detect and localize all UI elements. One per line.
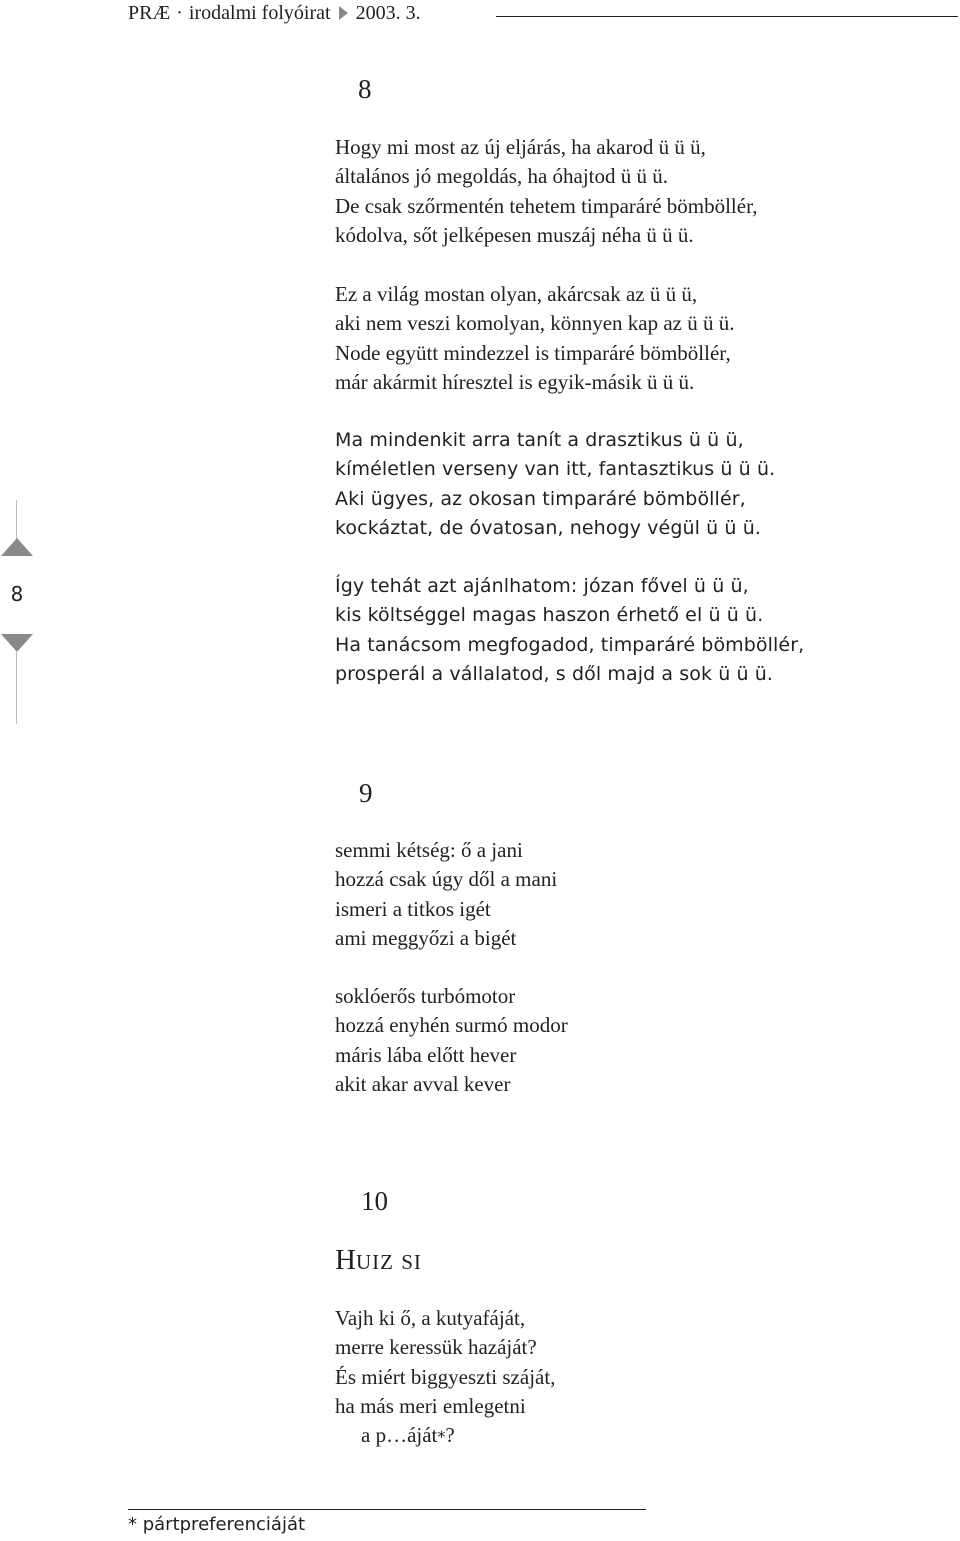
footnote: * pártpreferenciáját <box>128 1514 306 1535</box>
header-rule <box>496 16 958 17</box>
verse-line: már akármit híresztel is egyik-másik ü ü ü. <box>335 369 695 394</box>
header-separator-dot: · <box>176 1 183 24</box>
poem-title <box>335 1244 422 1277</box>
verse-line: Ez a világ mostan olyan, akárcsak az ü ü ü, <box>335 282 698 306</box>
page-number: 8 <box>10 582 24 606</box>
verse-line: prosperál a vállalatod, s dől majd a sok ü ü ü. <box>335 662 774 685</box>
stanza <box>335 572 804 689</box>
verse-line: kis költséggel magas haszon érhető el ü ü ü. <box>335 604 764 627</box>
section-number: 8 <box>358 74 372 104</box>
verse-line: De csak szőrmentén tehetem timparáré bömböllér, <box>335 193 758 218</box>
verse-line-text: a p…áját <box>361 1423 438 1448</box>
side-line-top <box>16 500 17 540</box>
stanza <box>335 280 734 397</box>
verse-line: hozzá enyhén surmó modor <box>335 1013 568 1038</box>
section-number: 9 <box>359 778 373 808</box>
title-initial: H <box>335 1244 356 1276</box>
stanza <box>335 836 557 953</box>
triangle-up-icon <box>1 538 33 556</box>
section-number: 10 <box>361 1186 388 1216</box>
verse-line-indented <box>335 1421 555 1451</box>
verse-line: Ma mindenkit arra tanít a drasztikus ü ü ü, <box>335 429 744 451</box>
journal-name: PRÆ <box>128 1 171 24</box>
verse-line: kíméletlen verseny van itt, fantasztikus ü ü ü. <box>335 458 776 481</box>
side-line-bottom <box>16 652 17 724</box>
verse-line: merre keressük hazáját? <box>335 1335 537 1360</box>
title-smallcaps: UIZ <box>355 1250 394 1274</box>
stanza <box>335 1304 555 1451</box>
verse-line: akit akar avval kever <box>335 1071 511 1096</box>
title-smallcaps: SI <box>401 1250 422 1274</box>
verse-line: aki nem veszi komolyan, könnyen kap az ü ü ü. <box>335 311 735 336</box>
verse-line: kódolva, sőt jelképesen muszáj néha ü ü ü. <box>335 222 694 247</box>
triangle-down-icon <box>1 634 33 652</box>
stanza <box>335 133 758 250</box>
verse-line: Aki ügyes, az okosan timparáré bömböllér, <box>335 487 746 510</box>
verse-line: Így tehát azt ajánlhatom: józan fővel ü ü ü, <box>335 575 749 597</box>
verse-line: ismeri a titkos igét <box>335 896 491 921</box>
issue-number: 2003. 3. <box>355 1 421 24</box>
running-header <box>128 1 421 29</box>
verse-line: hozzá csak úgy dől a mani <box>335 867 558 892</box>
footnote-marker[interactable]: * <box>437 1427 446 1447</box>
verse-line: Node együtt mindezzel is timparáré bömböllér, <box>335 340 731 365</box>
stanza <box>335 982 568 1099</box>
verse-line: És miért biggyeszti száját, <box>335 1364 556 1389</box>
verse-line: ha más meri emlegetni <box>335 1393 526 1418</box>
stanza <box>335 426 775 543</box>
verse-line: kockáztat, de óvatosan, nehogy végül ü ü ü. <box>335 516 761 539</box>
verse-line: Hogy mi most az új eljárás, ha akarod ü ü ü, <box>335 135 706 159</box>
verse-line: soklóerős turbómotor <box>335 984 516 1008</box>
verse-line: máris lába előtt hever <box>335 1042 517 1067</box>
verse-line: semmi kétség: ő a jani <box>335 838 523 862</box>
journal-subtitle: irodalmi folyóirat <box>188 1 331 24</box>
verse-line: ami meggyőzi a bigét <box>335 925 517 950</box>
verse-line: általános jó megoldás, ha óhajtod ü ü ü. <box>335 164 669 189</box>
footnote-rule <box>128 1509 646 1510</box>
verse-line: Ha tanácsom megfogadod, timparáré bömböllér, <box>335 633 805 656</box>
verse-line: Vajh ki ő, a kutyafáját, <box>335 1306 526 1330</box>
triangle-right-icon <box>339 6 348 20</box>
verse-line-end: ? <box>445 1423 455 1448</box>
